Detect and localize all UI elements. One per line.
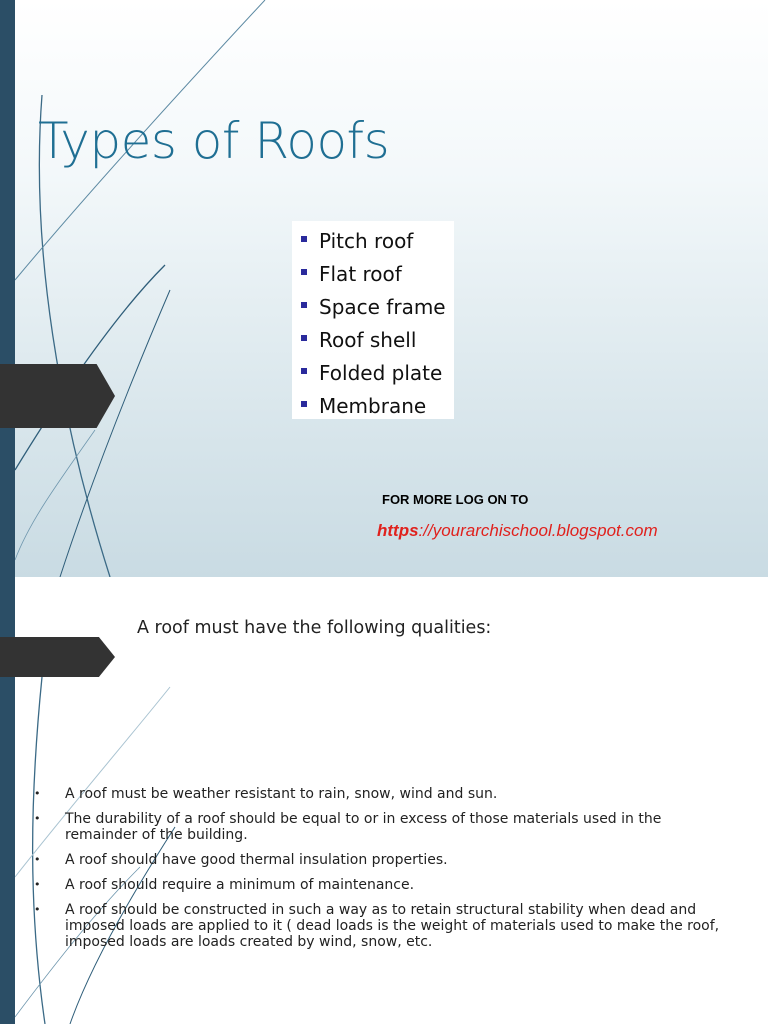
bullet-icon: • xyxy=(34,787,41,800)
roof-types-list xyxy=(292,221,454,419)
slide-subtitle: A roof must have the following qualities: xyxy=(137,618,492,638)
quality-text: A roof must be weather resistant to rain, snow, wind and sun. xyxy=(65,786,498,802)
chevron-marker xyxy=(0,637,115,677)
roof-type-label: Membrane xyxy=(319,393,427,418)
more-info-label: FOR MORE LOG ON TO xyxy=(382,492,529,507)
square-bullet-icon xyxy=(301,335,307,341)
list-item xyxy=(34,786,734,802)
url-protocol: https xyxy=(377,521,419,540)
slide-roof-qualities xyxy=(0,577,768,1024)
roof-type-label: Pitch roof xyxy=(319,228,414,253)
bullet-icon: • xyxy=(34,878,41,891)
list-item xyxy=(292,356,454,389)
roof-type-label: Flat roof xyxy=(319,261,402,286)
chevron-marker xyxy=(0,364,115,428)
list-item xyxy=(34,811,734,843)
bullet-icon: • xyxy=(34,853,41,866)
list-item xyxy=(292,389,454,422)
square-bullet-icon xyxy=(301,368,307,374)
square-bullet-icon xyxy=(301,269,307,275)
list-item xyxy=(292,257,454,290)
bullet-icon: • xyxy=(34,812,41,825)
quality-text: The durability of a roof should be equal to or in excess of those materials used in the remainder of the building. xyxy=(65,811,662,843)
blog-link[interactable] xyxy=(377,521,658,541)
roof-type-label: Folded plate xyxy=(319,360,443,385)
roof-type-label: Roof shell xyxy=(319,327,417,352)
list-item xyxy=(34,902,734,950)
list-item xyxy=(292,290,454,323)
list-item xyxy=(292,323,454,356)
bullet-icon: • xyxy=(34,903,41,916)
roof-type-label: Space frame xyxy=(319,294,446,319)
square-bullet-icon xyxy=(301,302,307,308)
list-item xyxy=(34,852,734,868)
url-rest: ://yourarchischool.blogspot.com xyxy=(418,521,658,540)
left-accent-strip xyxy=(0,0,15,577)
quality-text: A roof should have good thermal insulation properties. xyxy=(65,852,448,868)
list-item xyxy=(292,224,454,257)
slide-title: Types of Roofs xyxy=(38,112,390,170)
square-bullet-icon xyxy=(301,236,307,242)
list-item xyxy=(34,877,734,893)
quality-text: A roof should require a minimum of maintenance. xyxy=(65,877,415,893)
square-bullet-icon xyxy=(301,401,307,407)
quality-text: A roof should be constructed in such a way as to retain structural stability when dead and imposed loads are applied to it ( dead loads is the weight of materials used to make the roof, imposed loads are loads created by wind, snow, etc. xyxy=(65,902,720,950)
qualities-list xyxy=(34,786,734,959)
